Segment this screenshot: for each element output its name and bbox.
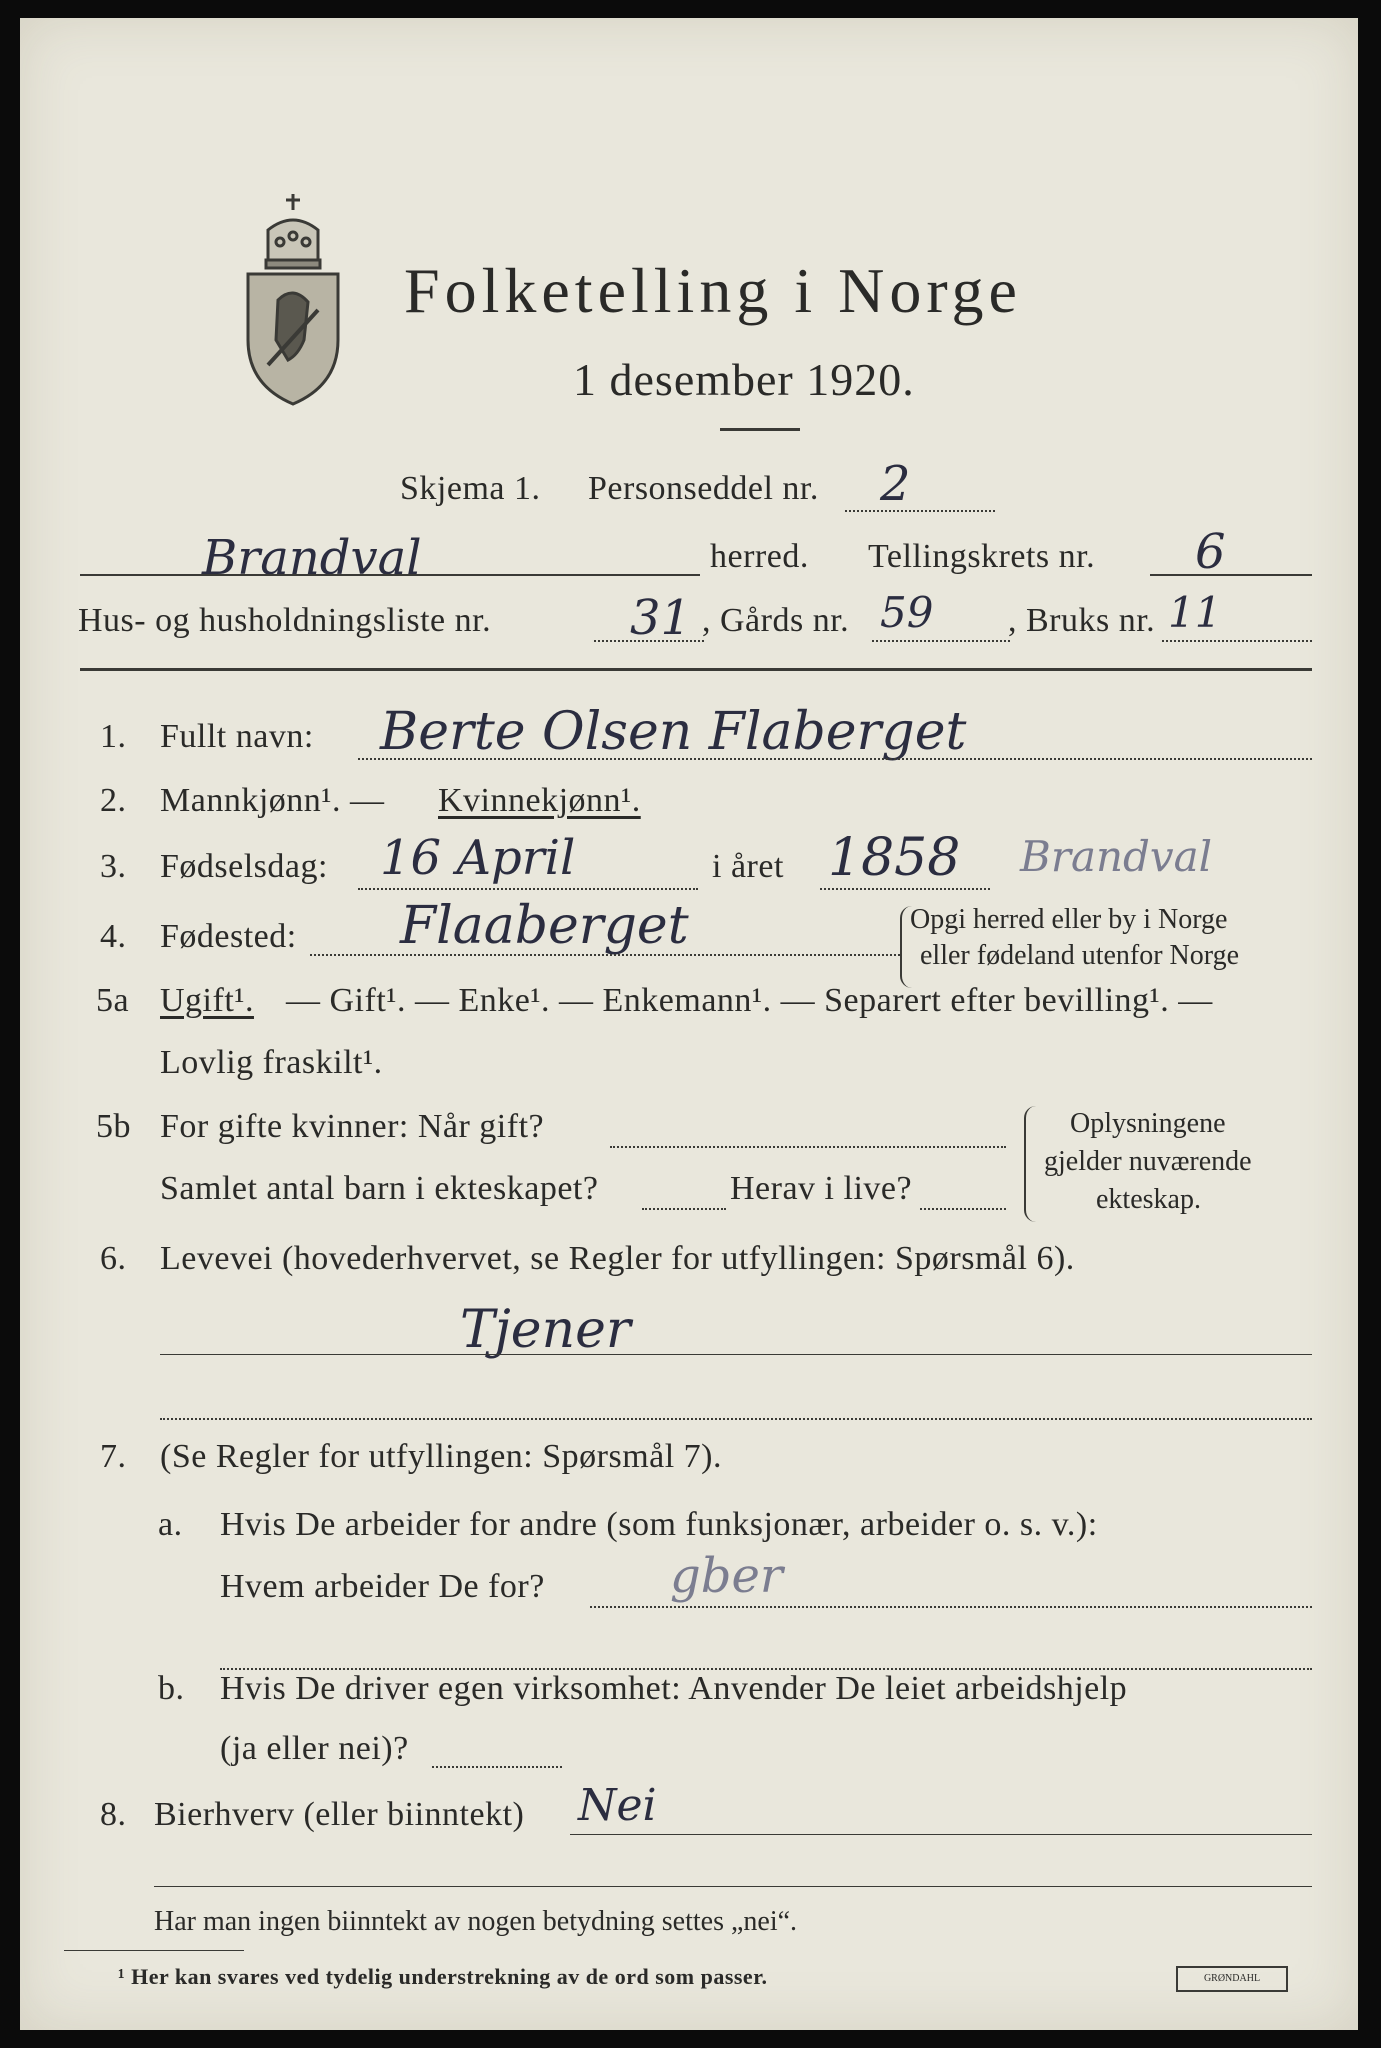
gards-label: , Gårds nr. <box>702 602 850 639</box>
side-income-field-2 <box>154 1886 1312 1887</box>
norwegian-coat-of-arms <box>238 190 348 410</box>
q7b-number: b. <box>158 1670 185 1707</box>
personseddel-field <box>845 510 995 512</box>
birthplace-hint-line2: eller fødeland utenfor Norge <box>920 940 1240 971</box>
personseddel-value[interactable]: 2 <box>880 456 911 512</box>
children-alive-field <box>920 1208 1006 1210</box>
bruks-value[interactable]: 11 <box>1168 588 1222 637</box>
side-income-value[interactable]: Nei <box>578 1780 657 1831</box>
full-name-value[interactable]: Berte Olsen Flaberget <box>380 702 967 762</box>
q4-label: Fødested: <box>160 918 297 955</box>
bruks-field <box>1162 640 1312 642</box>
birth-year-field <box>820 888 990 890</box>
gender-female-option[interactable]: Kvinnekjønn¹. <box>438 782 641 819</box>
hus-label: Hus- og husholdningsliste nr. <box>78 602 492 639</box>
q7a-line2: Hvem arbeider De for? <box>220 1568 545 1605</box>
q2-number: 2. <box>100 782 127 819</box>
q5b-note-line3: ekteskap. <box>1096 1184 1201 1215</box>
q7b-line2: (ja eller nei)? <box>220 1730 409 1767</box>
birthday-field <box>358 888 698 890</box>
children-count-field <box>642 1208 726 1210</box>
footnote-divider <box>64 1950 244 1951</box>
tellingskrets-label: Tellingskrets nr. <box>868 538 1096 575</box>
birthplace-field <box>310 954 900 956</box>
footnote: ¹ Her kan svares ved tydelig understrekning av de ord som passer. <box>118 1964 768 1989</box>
q5b-herav-label: Herav i live? <box>730 1170 913 1207</box>
q3-label: Fødselsdag: <box>160 848 328 885</box>
herred-value[interactable]: Brandval <box>202 530 422 586</box>
hus-field <box>594 640 704 642</box>
full-name-field <box>358 758 1312 760</box>
gards-field <box>872 640 1010 642</box>
printer-stamp <box>1176 1966 1288 1992</box>
year-label: i året <box>712 848 784 885</box>
census-form <box>20 18 1358 2030</box>
q4-number: 4. <box>100 918 127 955</box>
herred-label: herred. <box>710 538 809 575</box>
q8-label: Bierhverv (eller biinntekt) <box>154 1796 525 1833</box>
q7-label: (Se Regler for utfyllingen: Spørsmål 7). <box>160 1438 723 1475</box>
birthplace-hint-line1: Opgi herred eller by i Norge <box>910 904 1228 935</box>
personseddel-label: Personseddel nr. <box>588 470 819 507</box>
tellingskrets-field <box>1150 574 1312 576</box>
q5b-line1: For gifte kvinner: Når gift? <box>160 1108 545 1145</box>
gender-male-option[interactable]: Mannkjønn¹. — <box>160 782 385 819</box>
birthday-value[interactable]: 16 April <box>380 830 576 886</box>
marital-status-divorced[interactable]: Lovlig fraskilt¹. <box>160 1044 383 1081</box>
q5b-line2: Samlet antal barn i ekteskapet? <box>160 1170 599 1207</box>
married-when-field <box>610 1146 1006 1148</box>
herred-field <box>80 574 700 576</box>
q1-number: 1. <box>100 718 127 755</box>
bruks-label: , Bruks nr. <box>1008 602 1156 639</box>
employer-field <box>590 1606 1312 1608</box>
q6-number: 6. <box>100 1240 127 1277</box>
side-income-field <box>570 1834 1312 1835</box>
title-divider <box>720 428 800 431</box>
form-title: Folketelling i Norge <box>404 255 1022 326</box>
occupation-field-1 <box>160 1354 1312 1355</box>
skjema-label: Skjema 1. <box>400 470 541 507</box>
occupation-field-2 <box>160 1418 1312 1420</box>
q5b-note-line1: Oplysningene <box>1070 1108 1226 1139</box>
employer-value[interactable]: gber <box>670 1548 783 1604</box>
gards-value[interactable]: 59 <box>880 588 934 637</box>
q5b-number: 5b <box>96 1108 131 1145</box>
printer-stamp-text: GRØNDAHL <box>1203 1973 1261 1984</box>
q7a-line1: Hvis De arbeider for andre (som funksjonær, arbeider o. s. v.): <box>220 1506 1098 1543</box>
birth-year-value[interactable]: 1858 <box>828 828 961 888</box>
marital-status-unmarried[interactable]: Ugift¹. <box>160 982 254 1019</box>
hus-value[interactable]: 31 <box>630 590 692 646</box>
q6-label: Levevei (hovederhvervet, se Regler for utfyllingen: Spørsmål 6). <box>160 1240 1075 1277</box>
birthplace-value[interactable]: Flaaberget <box>400 896 689 956</box>
marital-status-other-options[interactable]: — Gift¹. — Enke¹. — Enkemann¹. — Separert efter bevilling¹. — <box>286 982 1213 1019</box>
occupation-value[interactable]: Tjener <box>460 1300 631 1360</box>
q7-number: 7. <box>100 1438 127 1475</box>
q7a-number: a. <box>158 1506 183 1543</box>
birthplace-annotation: Brandval <box>1020 832 1213 881</box>
hired-help-field <box>432 1766 562 1768</box>
section-divider <box>80 668 1312 671</box>
census-date: 1 desember 1920. <box>573 354 915 405</box>
q5b-note-brace <box>1024 1106 1038 1222</box>
q5a-number: 5a <box>96 982 130 1019</box>
q3-number: 3. <box>100 848 127 885</box>
tellingskrets-value[interactable]: 6 <box>1195 524 1226 580</box>
q1-label: Fullt navn: <box>160 718 314 755</box>
q8-number: 8. <box>100 1796 127 1833</box>
q5b-note-line2: gjelder nuværende <box>1044 1146 1252 1177</box>
footer-note: Har man ingen biinntekt av nogen betydning settes „nei“. <box>154 1906 798 1937</box>
q7b-line1: Hvis De driver egen virksomhet: Anvender De leiet arbeidshjelp <box>220 1670 1128 1707</box>
